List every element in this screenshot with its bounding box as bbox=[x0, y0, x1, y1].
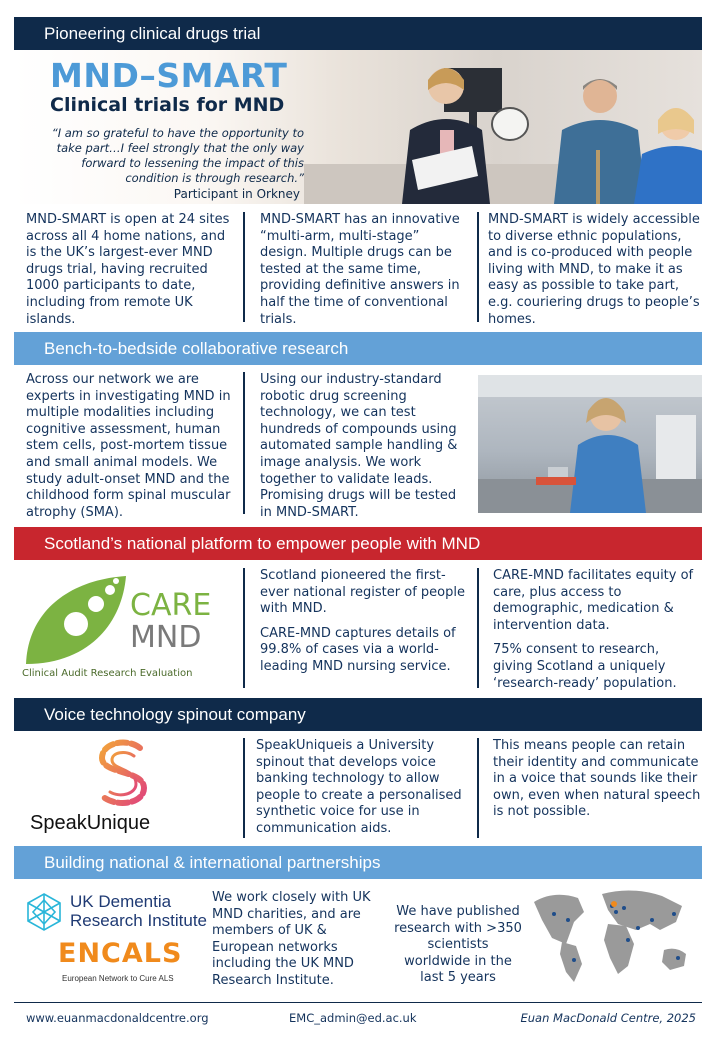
laboratory-scene bbox=[478, 375, 702, 513]
care-mnd-logo bbox=[18, 572, 244, 684]
hero-banner bbox=[14, 50, 702, 204]
column-divider bbox=[243, 738, 245, 838]
care-paragraph: CARE-MND facilitates equity of care, plus access to demographic, medication & intervention data. bbox=[493, 568, 694, 633]
speakunique-logo bbox=[26, 738, 226, 838]
column-divider bbox=[477, 738, 479, 838]
section-header-voice: Voice technology spinout company bbox=[14, 698, 702, 731]
column-divider bbox=[243, 568, 245, 688]
ukdri-logo bbox=[24, 890, 208, 934]
bench-text-screening: Using our industry-standard robotic drug screening technology, we can test hundreds of compounds using automated sample handling & image analysis. We work together to validate leads. Promising drugs will be tested in MND-SMART. bbox=[260, 372, 458, 520]
care-paragraph: CARE-MND captures details of 99.8% of cases via a world-leading MND nursing service. bbox=[260, 625, 456, 674]
bench-text-expertise: Across our network we are experts in investigating MND in multiple modalities including cognitive assessment, human stem cells, post-mortem tissue and small animal models. We study adult-onset MND and the childhood form spinal muscular atrophy (SMA). bbox=[26, 372, 231, 520]
column-divider bbox=[477, 568, 479, 688]
footer-divider bbox=[14, 1002, 702, 1003]
partners-text-networks: We work closely with UK MND charities, and are members of UK & European networks including the UK MND Research Institute. bbox=[212, 890, 371, 988]
footer-website-link[interactable]: www.euanmacdonaldcentre.org bbox=[26, 1011, 209, 1025]
leaf-icon bbox=[18, 572, 138, 668]
world-map-graphic bbox=[528, 884, 698, 984]
encals-caption: European Network to Cure ALS bbox=[62, 974, 174, 983]
care-text-equity bbox=[493, 568, 702, 692]
trial-text-sites: MND-SMART is open at 24 sites across all 4 home nations, and is the UK’s largest-ever MND drugs trial, having recruited 1000 participants to date, including from remote UK islands. bbox=[26, 212, 230, 327]
care-paragraph: Scotland pioneered the first-ever national register of people with MND. bbox=[260, 568, 465, 617]
column-divider bbox=[243, 372, 245, 514]
quote-attribution: Participant in Orkney bbox=[173, 187, 300, 201]
column-divider bbox=[477, 212, 479, 322]
ukdri-name-line2: Research Institute bbox=[70, 911, 208, 930]
ukdri-network-icon bbox=[24, 892, 64, 932]
footer-credit: Euan MacDonald Centre, 2025 bbox=[520, 1011, 696, 1025]
voice-text-spinout: SpeakUniqueis a University spinout that develops voice banking technology to allow people to create a personalised synthetic voice for use in communication aids. bbox=[256, 738, 462, 836]
section-header-bench: Bench-to-bedside collaborative research bbox=[14, 332, 702, 365]
footer-email-link[interactable]: EMC_admin@ed.ac.uk bbox=[289, 1011, 417, 1025]
hero-subtitle: Clinical trials for MND bbox=[50, 94, 285, 116]
trial-text-design: MND-SMART has an innovative “multi-arm, multi-stage” design. Multiple drugs can be tested at the same time, providing definitive answers in half the time of conventional trials. bbox=[260, 212, 460, 327]
care-logo-word: CARE bbox=[130, 588, 212, 623]
section-header-clinical-trial: Pioneering clinical drugs trial bbox=[14, 17, 702, 50]
edinburgh-marker bbox=[611, 901, 617, 907]
care-logo-caption: Clinical Audit Research Evaluation bbox=[22, 668, 193, 679]
column-divider bbox=[243, 212, 245, 322]
participant-quote: “I am so grateful to have the opportunity to take part…I feel strongly that the only way forward to lessening the impact of this condition is through research.” bbox=[51, 126, 304, 185]
trial-text-access: MND-SMART is widely accessible to diverse ethnic populations, and is co-produced with people living with MND, to make it as easy as possible to take part, e.g. couriering drugs to people’s homes. bbox=[488, 212, 700, 327]
lab-photo bbox=[478, 375, 702, 513]
published-research-text: We have published research with >350 scientists worldwide in the last 5 years bbox=[394, 904, 522, 986]
section-header-partnerships: Building national & international partnerships bbox=[14, 846, 702, 879]
encals-logo bbox=[58, 938, 198, 988]
care-paragraph: 75% consent to research, giving Scotland a uniquely ‘research-ready’ population. bbox=[493, 642, 677, 691]
mnd-logo-word: MND bbox=[130, 620, 202, 655]
care-text-register bbox=[260, 568, 470, 676]
speakunique-s-icon bbox=[88, 738, 158, 808]
hero-title: MND–SMART bbox=[50, 56, 288, 95]
voice-text-identity: This means people can retain their identity and communicate in a voice that sounds like their own, even when natural speech is not possible. bbox=[493, 738, 701, 820]
section-header-care-mnd: Scotland’s national platform to empower people with MND bbox=[14, 527, 702, 560]
speakunique-wordmark: SpeakUnique bbox=[30, 812, 151, 834]
ukdri-name-line1: UK Dementia bbox=[70, 892, 172, 911]
encals-wordmark: ENCALS bbox=[58, 938, 183, 969]
